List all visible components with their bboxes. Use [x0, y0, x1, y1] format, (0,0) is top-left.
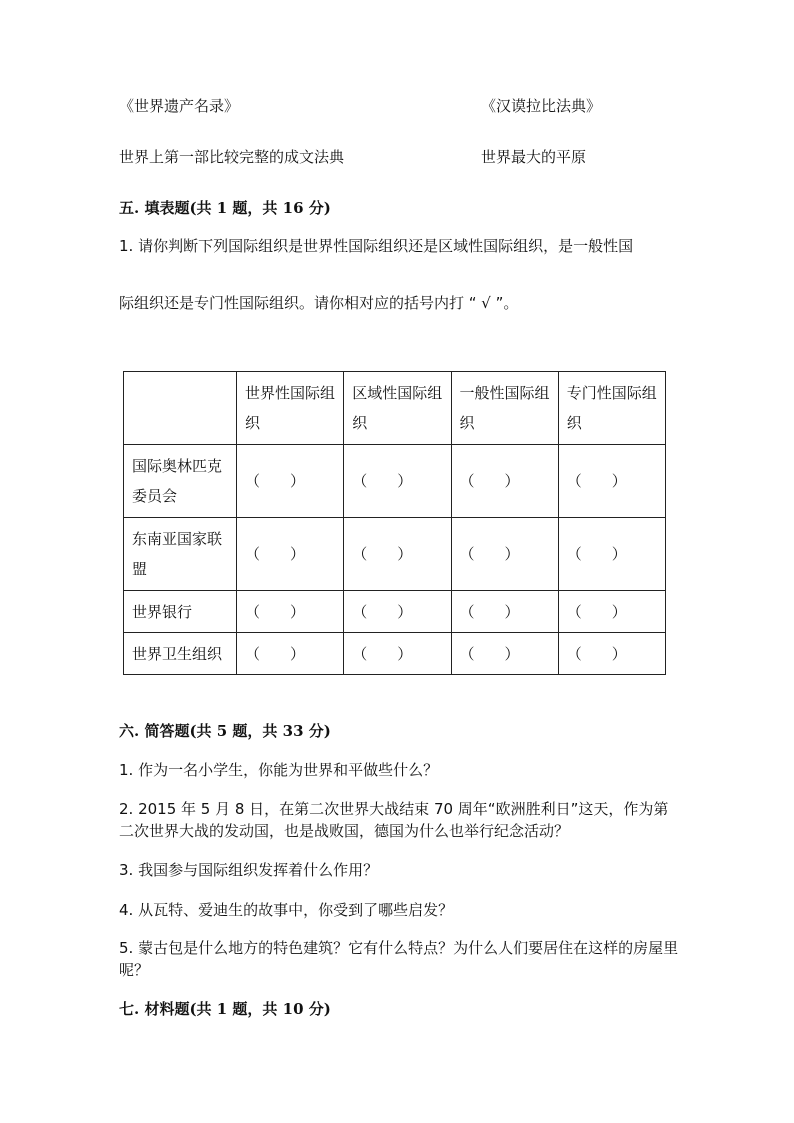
table-header-cell: 区域性国际组织 — [344, 372, 451, 445]
table-header-row — [124, 372, 666, 445]
answer-bracket[interactable]: （ ） — [459, 545, 520, 563]
table-header-cell: 世界性国际组织 — [237, 372, 344, 445]
answer-bracket[interactable]: （ ） — [245, 602, 306, 621]
table-row — [124, 445, 666, 518]
table-row — [124, 518, 666, 591]
short-answer-question-3: 3. 我国参与国际组织发挥着什么作用？ — [119, 861, 379, 879]
match-item-left-top: 《世界遗产名录》 — [119, 97, 240, 115]
answer-bracket[interactable]: （ ） — [459, 644, 520, 663]
answer-bracket[interactable]: （ ） — [245, 644, 306, 663]
answer-bracket[interactable]: （ ） — [352, 602, 413, 621]
answer-bracket[interactable]: （ ） — [566, 602, 627, 621]
short-answer-question-2: 2. 2015 年 5 月 8 日，在第二次世界大战结束 70 周年“欧洲胜利日”这天，作为第二次世界大战的发动国，也是战败国，德国为什么也举行纪念活动？ — [119, 800, 669, 840]
short-answer-question-4: 4. 从瓦特、爱迪生的故事中，你受到了哪些启发？ — [119, 901, 454, 919]
table-row — [124, 633, 666, 675]
answer-bracket[interactable]: （ ） — [245, 472, 306, 490]
table-header-blank — [124, 372, 237, 445]
section-5-question-line-2: 际组织还是专门性国际组织。请你相对应的括号内打 “ √ ”。 — [119, 294, 519, 312]
answer-bracket[interactable]: （ ） — [566, 472, 627, 490]
answer-bracket[interactable]: （ ） — [566, 545, 627, 563]
match-item-left-bottom: 世界上第一部比较完整的成文法典 — [119, 148, 345, 166]
section-7-heading: 七. 材料题(共 1 题，共 10 分) — [119, 1000, 331, 1018]
section-5-question-line-1: 1. 请你判断下列国际组织是世界性国际组织还是区域性国际组织，是一般性国 — [119, 237, 634, 255]
short-answer-question-5: 5. 蒙古包是什么地方的特色建筑？它有什么特点？为什么人们要居住在这样的房屋里呢？ — [119, 939, 679, 979]
answer-bracket[interactable]: （ ） — [459, 602, 520, 621]
answer-bracket[interactable]: （ ） — [352, 472, 413, 490]
short-answer-question-1: 1. 作为一名小学生，你能为世界和平做些什么？ — [119, 761, 439, 779]
match-item-right-bottom: 世界最大的平原 — [481, 148, 587, 166]
table-header-cell: 专门性国际组织 — [558, 372, 665, 445]
section-6-heading: 六. 简答题(共 5 题，共 33 分) — [119, 722, 331, 740]
table-row — [124, 591, 666, 633]
organization-name: 世界卫生组织 — [124, 633, 237, 675]
answer-bracket[interactable]: （ ） — [352, 644, 413, 663]
answer-bracket[interactable]: （ ） — [245, 545, 306, 563]
organization-name: 国际奥林匹克委员会 — [124, 445, 237, 518]
organization-name: 东南亚国家联盟 — [124, 518, 237, 591]
table-header-cell: 一般性国际组织 — [451, 372, 558, 445]
section-5-heading: 五. 填表题(共 1 题，共 16 分) — [119, 199, 331, 217]
organization-name: 世界银行 — [124, 591, 237, 633]
match-item-right-top: 《汉谟拉比法典》 — [481, 97, 602, 115]
organization-classification-table — [123, 371, 666, 675]
answer-bracket[interactable]: （ ） — [459, 472, 520, 490]
answer-bracket[interactable]: （ ） — [352, 545, 413, 563]
answer-bracket[interactable]: （ ） — [566, 644, 627, 663]
